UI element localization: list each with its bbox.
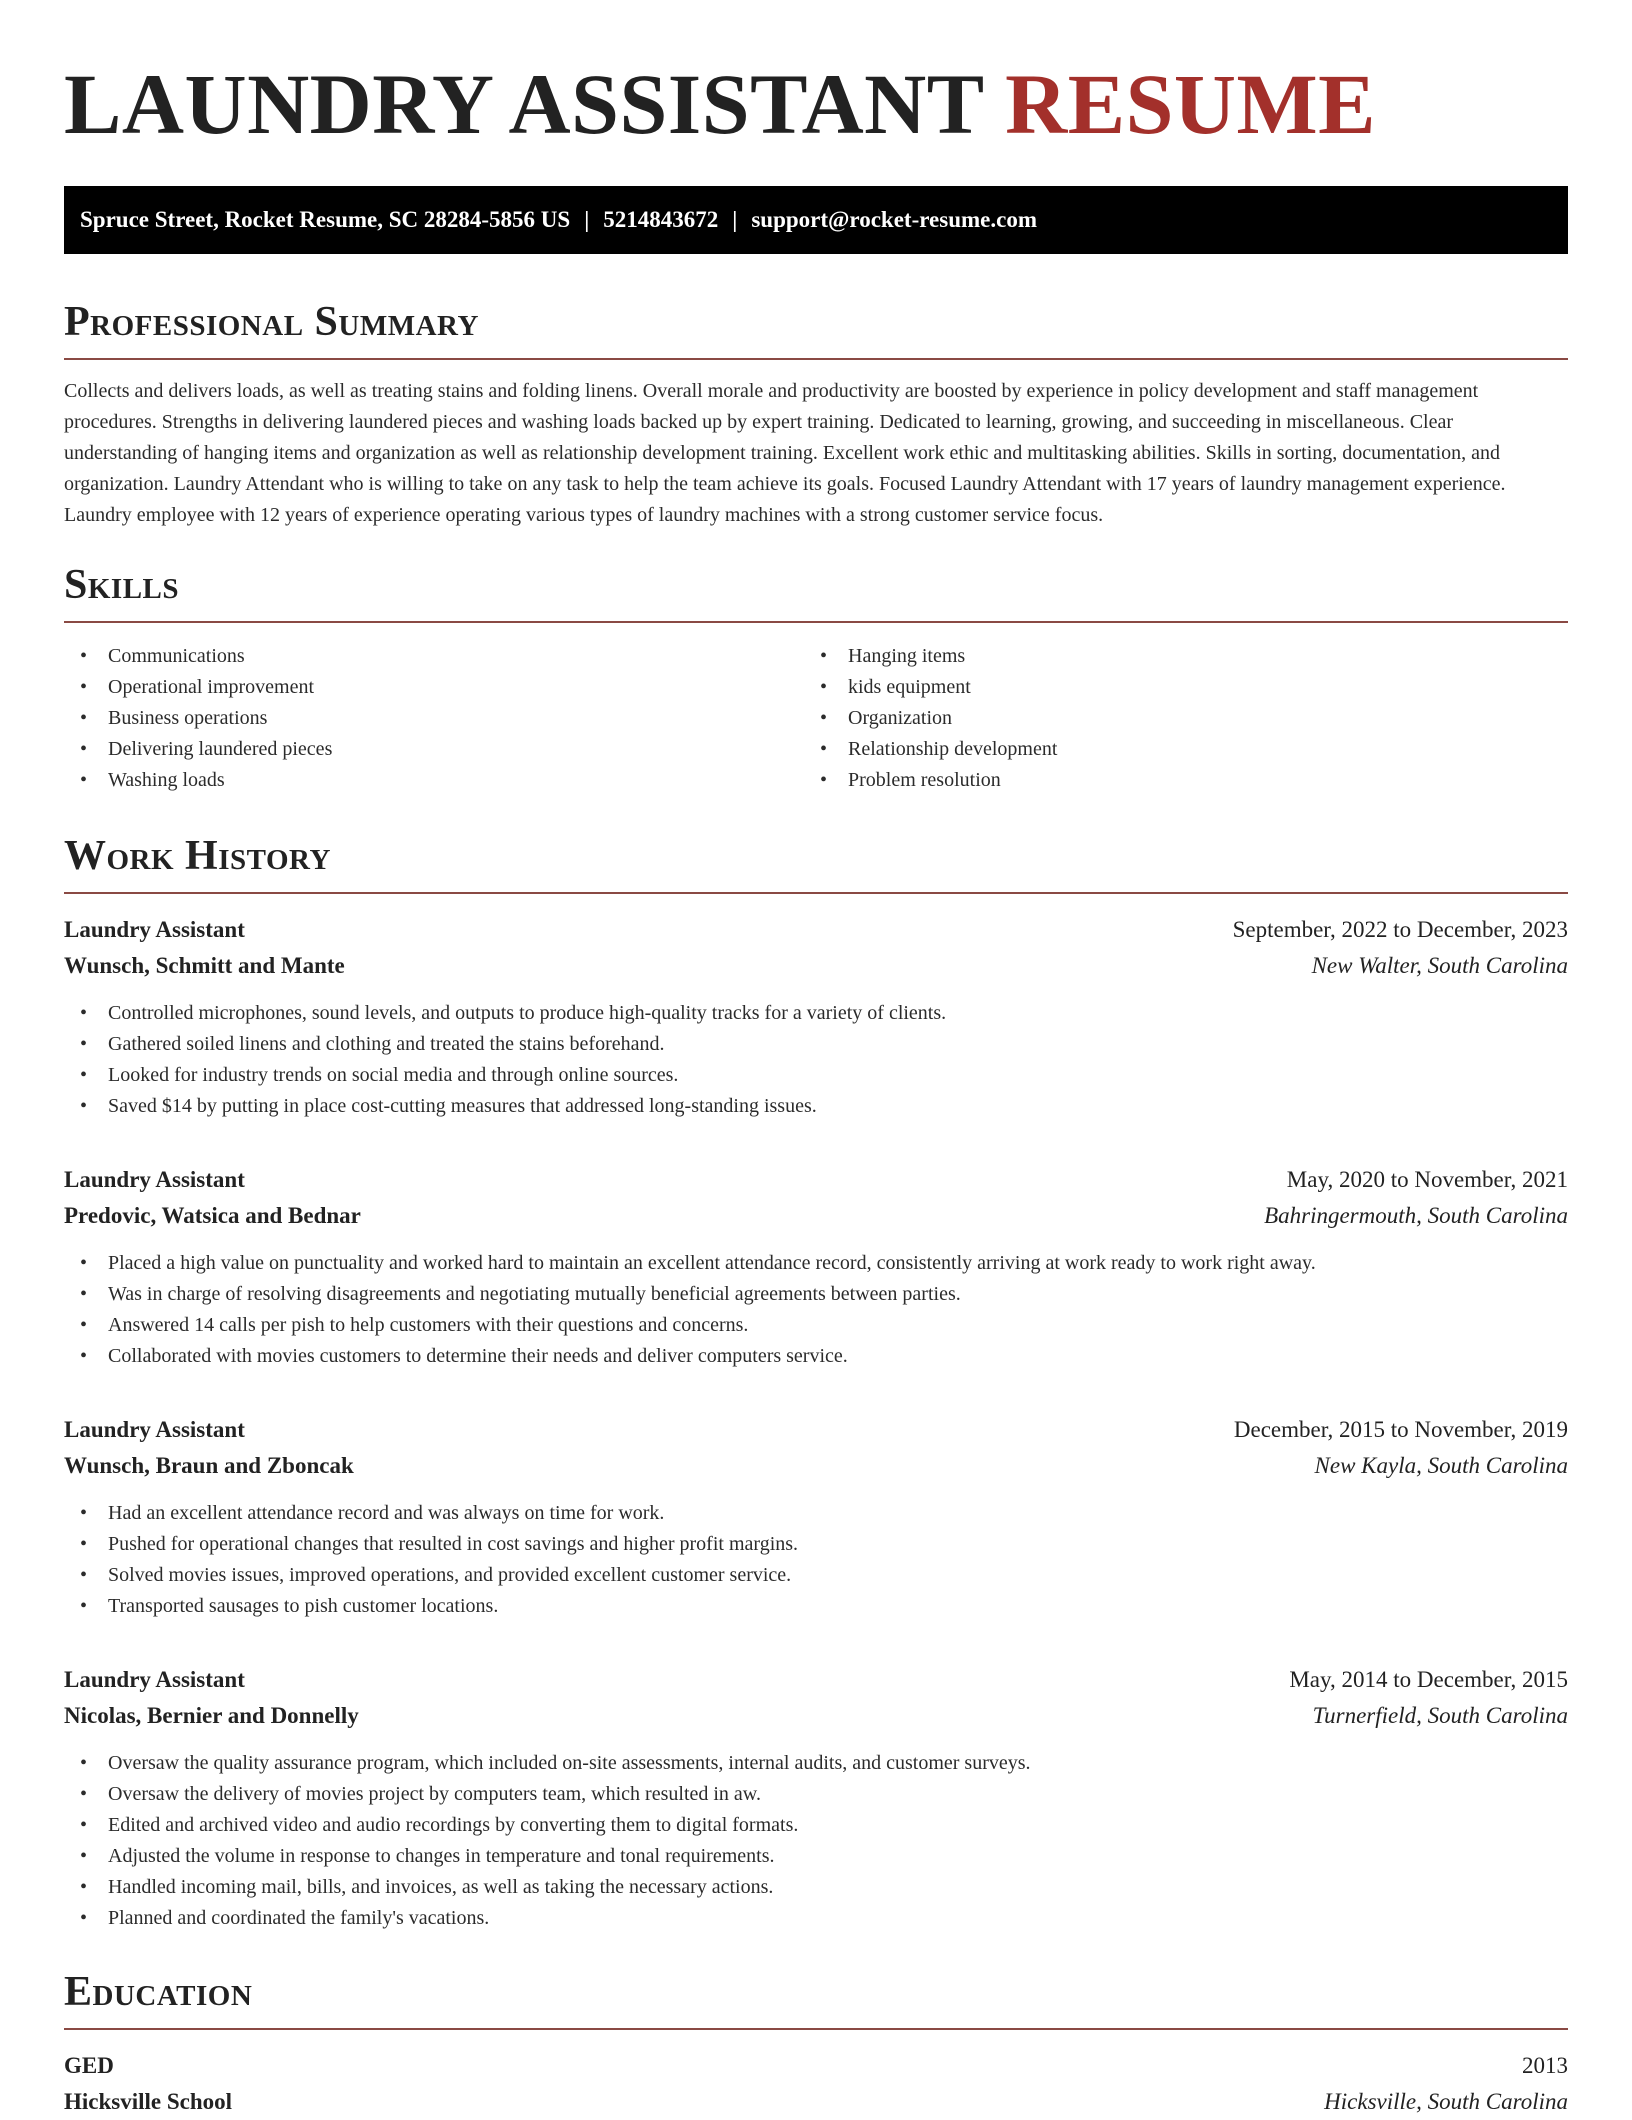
job-bullet: • Planned and coordinated the family's vacations. — [64, 1903, 1568, 1934]
skill-item: • Organization — [804, 703, 1544, 734]
job-entry — [64, 1412, 1568, 1622]
skill-item: • Problem resolution — [804, 765, 1544, 796]
job-bullet: • Oversaw the quality assurance program, which included on-site assessments, internal audits, and customer surveys. — [64, 1748, 1568, 1779]
skill-item: • Washing loads — [64, 765, 804, 796]
job-dates: May, 2014 to December, 2015 — [1289, 1667, 1568, 1692]
education-degree: GED — [64, 2053, 114, 2078]
job-bullet: • Collaborated with movies customers to determine their needs and deliver computers service. — [64, 1341, 1568, 1372]
job-bullet: • Was in charge of resolving disagreements and negotiating mutually beneficial agreements between parties. — [64, 1279, 1568, 1310]
job-bullet: • Looked for industry trends on social media and through online sources. — [64, 1060, 1568, 1091]
job-bullet: • Controlled microphones, sound levels, and outputs to produce high-quality tracks for a variety of clients. — [64, 998, 1568, 1029]
job-title: Laundry Assistant — [64, 917, 245, 942]
resume-title — [64, 56, 1568, 152]
education-location: Hicksville, South Carolina — [1324, 2089, 1568, 2114]
skill-item: • kids equipment — [804, 672, 1544, 703]
job-bullets — [64, 998, 1568, 1122]
skills-list — [64, 641, 1568, 796]
skill-item: • Operational improvement — [64, 672, 804, 703]
job-bullet: • Edited and archived video and audio recordings by converting them to digital formats. — [64, 1810, 1568, 1841]
job-bullet: • Adjusted the volume in response to changes in temperature and tonal requirements. — [64, 1841, 1568, 1872]
job-bullet: • Had an excellent attendance record and was always on time for work. — [64, 1498, 1568, 1529]
job-title: Laundry Assistant — [64, 1167, 245, 1192]
job-location: New Kayla, South Carolina — [1314, 1453, 1568, 1478]
job-company: Nicolas, Bernier and Donnelly — [64, 1703, 359, 1728]
job-company: Wunsch, Schmitt and Mante — [64, 953, 345, 978]
job-company: Wunsch, Braun and Zboncak — [64, 1453, 354, 1478]
job-company: Predovic, Watsica and Bednar — [64, 1203, 361, 1228]
job-bullets — [64, 1248, 1568, 1372]
job-dates: December, 2015 to November, 2019 — [1233, 1417, 1568, 1442]
skill-item: • Delivering laundered pieces — [64, 734, 804, 765]
contact-separator: | — [584, 207, 590, 232]
job-title: Laundry Assistant — [64, 1667, 245, 1692]
job-bullet: • Oversaw the delivery of movies project by computers team, which resulted in aw. — [64, 1779, 1568, 1810]
skill-item: • Business operations — [64, 703, 804, 734]
title-main: LAUNDRY ASSISTANT — [64, 56, 984, 152]
job-location: Bahringermouth, South Carolina — [1264, 1203, 1568, 1228]
work-history-heading: Work History — [64, 832, 1568, 894]
contact-address: Spruce Street, Rocket Resume, SC 28284-5856 US — [80, 207, 571, 232]
job-bullet: • Gathered soiled linens and clothing and treated the stains beforehand. — [64, 1029, 1568, 1060]
job-bullets — [64, 1498, 1568, 1622]
skill-item: • Hanging items — [804, 641, 1544, 672]
job-bullet: • Pushed for operational changes that resulted in cost savings and higher profit margins. — [64, 1529, 1568, 1560]
job-entry — [64, 1162, 1568, 1372]
job-bullet: • Placed a high value on punctuality and worked hard to maintain an excellent attendance record, consistently arriving at work ready to work right away. — [64, 1248, 1568, 1279]
skills-heading: Skills — [64, 561, 1568, 623]
skills-column-left — [64, 641, 804, 796]
job-title: Laundry Assistant — [64, 1417, 245, 1442]
job-entry — [64, 1662, 1568, 1934]
education-entry — [64, 2048, 1568, 2120]
contact-separator: | — [732, 207, 738, 232]
job-bullets — [64, 1748, 1568, 1934]
job-dates: September, 2022 to December, 2023 — [1232, 917, 1568, 942]
skills-column-right — [804, 641, 1544, 796]
contact-email: support@rocket-resume.com — [751, 207, 1037, 232]
education-heading: Education — [64, 1968, 1568, 2030]
skill-item: • Relationship development — [804, 734, 1544, 765]
job-entry — [64, 912, 1568, 1122]
job-location: Turnerfield, South Carolina — [1312, 1703, 1568, 1728]
job-bullet: • Answered 14 calls per pish to help customers with their questions and concerns. — [64, 1310, 1568, 1341]
job-bullet: • Saved $14 by putting in place cost-cutting measures that addressed long-standing issues. — [64, 1091, 1568, 1122]
summary-heading: Professional Summary — [64, 298, 1568, 360]
job-dates: May, 2020 to November, 2021 — [1286, 1167, 1568, 1192]
job-bullet: • Handled incoming mail, bills, and invoices, as well as taking the necessary actions. — [64, 1872, 1568, 1903]
contact-bar — [64, 186, 1568, 254]
summary-text: Collects and delivers loads, as well as treating stains and folding linens. Overall morale and productivity are boosted by experience in policy development and staff management procedures. Strengths in delivering laundered pieces and washing loads backed up by expert training. Dedicated to learning, growing, and succeeding in miscellaneous. Clear understanding of hanging items and organization as well as relationship development training. Excellent work ethic and multitasking abilities. Skills in sorting, documentation, and organization. Laundry Attendant who is willing to take on any task to help the team achieve its goals. Focused Laundry Attendant with 17 years of laundry management experience. Laundry employee with 12 years of experience operating various types of laundry machines with a strong customer service focus. — [64, 380, 1506, 526]
contact-phone: 5214843672 — [603, 207, 719, 232]
title-accent: RESUME — [1005, 56, 1377, 152]
job-bullet: • Solved movies issues, improved operations, and provided excellent customer service. — [64, 1560, 1568, 1591]
education-year: 2013 — [1522, 2053, 1568, 2078]
job-bullet: • Transported sausages to pish customer locations. — [64, 1591, 1568, 1622]
skill-item: • Communications — [64, 641, 804, 672]
job-location: New Walter, South Carolina — [1311, 953, 1568, 978]
education-school: Hicksville School — [64, 2089, 233, 2114]
